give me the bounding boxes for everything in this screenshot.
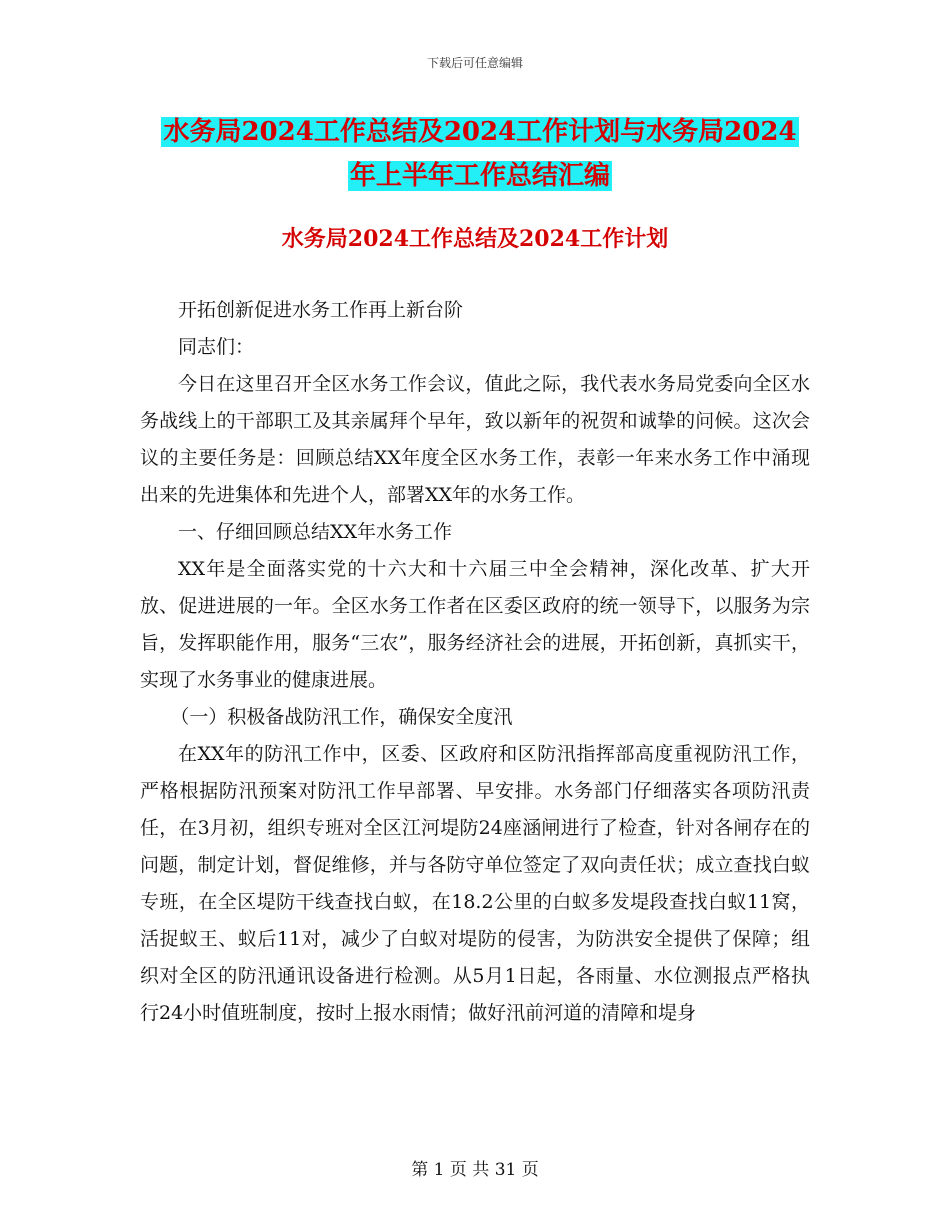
paragraph-salutation: 同志们： [178, 336, 255, 358]
title-line-2: 年上半年工作总结汇编 [349, 161, 610, 191]
paragraph-intro: 今日在这里召开全区水务工作会议，值此之际，我代表水务局党委向全区水务战线上的干部职工及其亲属拜个早年，致以新年的祝贺和诚挚的问候。这次会议的主要任务是：回顾总结XX年度全区水务工作，表彰一年来水务工作中涌现出来的先进集体和先进个人，部署XX年的水务工作。 [140, 373, 810, 506]
paragraph-heading-1-1: （一）积极备战防汛工作，确保安全度汛 [170, 706, 513, 728]
paragraph-overview: XX年是全面落实党的十六大和十六届三中全会精神，深化改革、扩大开放、促进进展的一年。全区水务工作者在区委区政府的统一领导下，以服务为宗旨，发挥职能作用，服务“三农”，服务经济社会的进展，开拓创新，真抓实干，实现了水务事业的健康进展。 [140, 558, 810, 691]
paragraph-heading-1: 一、仔细回顾总结XX年水务工作 [178, 521, 453, 543]
page-number: 第 1 页 共 31 页 [411, 1160, 539, 1180]
document-title [150, 110, 810, 198]
header-note: 下载后可任意编辑 [426, 56, 523, 70]
document-body [140, 292, 810, 1032]
section-title: 水务局2024工作总结及2024工作计划 [281, 226, 669, 252]
title-line-1: 水务局2024工作总结及2024工作计划与水务局2024 [163, 117, 797, 147]
paragraph-flood-control: 在XX年的防汛工作中，区委、区政府和区防汛指挥部高度重视防汛工作，严格根据防汛预案对防汛工作早部署、早安排。水务部门仔细落实各项防汛责任，在3月初，组织专班对全区江河堤防24座涵闸进行了检查，针对各闸存在的问题，制定计划，督促维修，并与各防守单位签定了双向责任状；成立查找白蚁专班，在全区堤防干线查找白蚁，在18.2公里的白蚁多发堤段查找白蚁11窝，活捉蚁王、蚁后11对，减少了白蚁对堤防的侵害，为防洪安全提供了保障；组织对全区的防汛通讯设备进行检测。从5月1日起，各雨量、水位测报点严格执行24小时值班制度，按时上报水雨情；做好汛前河道的清障和堤身 [140, 743, 810, 1024]
paragraph-theme: 开拓创新促进水务工作再上新台阶 [178, 299, 464, 321]
